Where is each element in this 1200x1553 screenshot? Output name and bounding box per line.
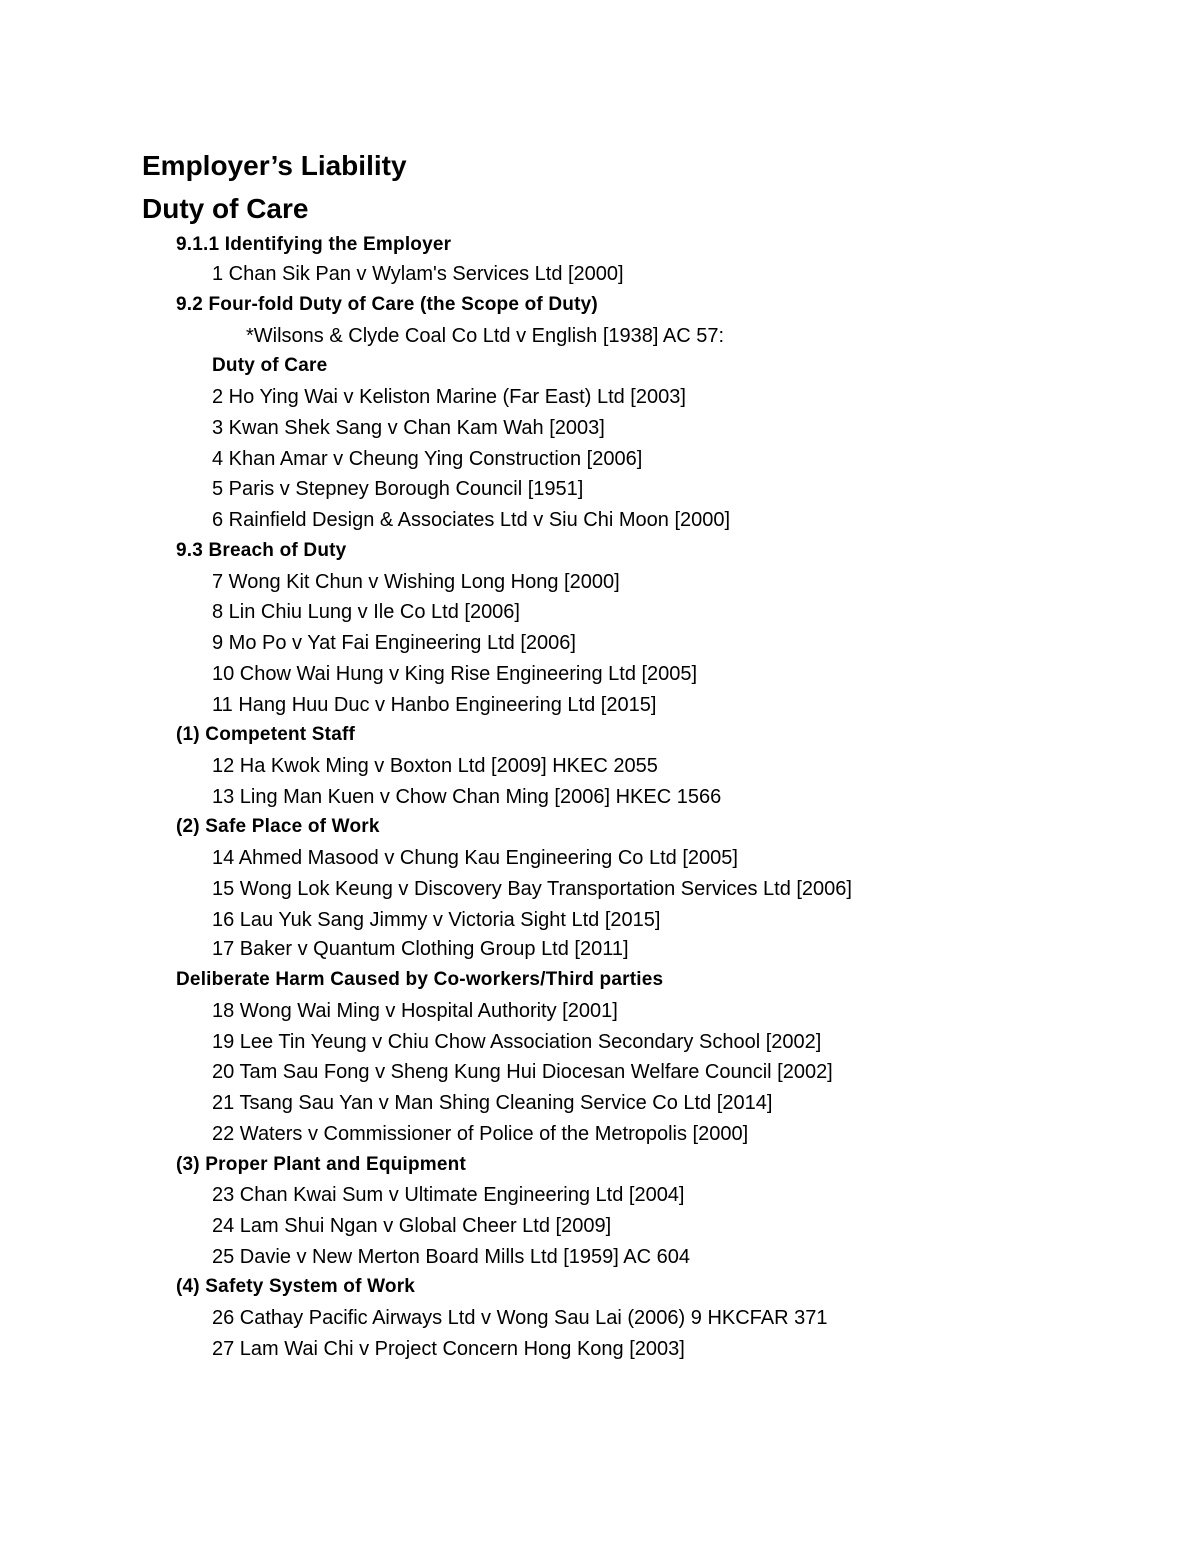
case-item: 25 Davie v New Merton Board Mills Ltd [1959] AC 604 [212, 1246, 691, 1268]
case-item: 23 Chan Kwai Sum v Ultimate Engineering Ltd [2004] [212, 1184, 685, 1206]
case-item: 22 Waters v Commissioner of Police of the Metropolis [2000] [212, 1123, 749, 1145]
case-item: 26 Cathay Pacific Airways Ltd v Wong Sau Lai (2006) 9 HKCFAR 371 [212, 1307, 828, 1329]
document-title: Employer’s Liability [142, 150, 407, 181]
section-heading-proper-plant: (3) Proper Plant and Equipment [176, 1154, 466, 1175]
section-heading-safety-system: (4) Safety System of Work [176, 1276, 416, 1297]
case-item: 19 Lee Tin Yeung v Chiu Chow Association Secondary School [2002] [212, 1031, 822, 1053]
case-item: 2 Ho Ying Wai v Keliston Marine (Far East) Ltd [2003] [212, 386, 686, 408]
case-item: 24 Lam Shui Ngan v Global Cheer Ltd [2009] [212, 1215, 612, 1237]
section-heading-four-fold-duty: 9.2 Four-fold Duty of Care (the Scope of Duty) [176, 294, 598, 315]
section-heading-breach-of-duty: 9.3 Breach of Duty [176, 540, 347, 561]
case-item: 14 Ahmed Masood v Chung Kau Engineering Co Ltd [2005] [212, 847, 738, 869]
case-item: 8 Lin Chiu Lung v Ile Co Ltd [2006] [212, 601, 520, 623]
section-heading-safe-place: (2) Safe Place of Work [176, 816, 380, 837]
case-item: 1 Chan Sik Pan v Wylam's Services Ltd [2000] [212, 263, 624, 285]
case-item: 20 Tam Sau Fong v Sheng Kung Hui Diocesan Welfare Council [2002] [212, 1061, 833, 1083]
case-item: 10 Chow Wai Hung v King Rise Engineering Ltd [2005] [212, 663, 698, 685]
case-item: 27 Lam Wai Chi v Project Concern Hong Kong [2003] [212, 1338, 685, 1360]
case-item: 21 Tsang Sau Yan v Man Shing Cleaning Service Co Ltd [2014] [212, 1092, 773, 1114]
case-item: 7 Wong Kit Chun v Wishing Long Hong [2000] [212, 571, 620, 593]
case-item: 15 Wong Lok Keung v Discovery Bay Transportation Services Ltd [2006] [212, 878, 852, 900]
case-item: 9 Mo Po v Yat Fai Engineering Ltd [2006] [212, 632, 576, 654]
case-item: 12 Ha Kwok Ming v Boxton Ltd [2009] HKEC 2055 [212, 755, 658, 777]
case-item: 3 Kwan Shek Sang v Chan Kam Wah [2003] [212, 417, 605, 439]
document-subtitle: Duty of Care [142, 193, 309, 224]
case-item: 18 Wong Wai Ming v Hospital Authority [2001] [212, 1000, 618, 1022]
section-heading-deliberate-harm: Deliberate Harm Caused by Co-workers/Third parties [176, 969, 664, 990]
case-item: 17 Baker v Quantum Clothing Group Ltd [2011] [212, 938, 629, 960]
subheading-duty-of-care: Duty of Care [212, 355, 328, 376]
case-item: 16 Lau Yuk Sang Jimmy v Victoria Sight Ltd [2015] [212, 909, 661, 931]
case-item: 5 Paris v Stepney Borough Council [1951] [212, 478, 584, 500]
case-item: 13 Ling Man Kuen v Chow Chan Ming [2006] HKEC 1566 [212, 786, 722, 808]
case-item: 11 Hang Huu Duc v Hanbo Engineering Ltd [2015] [212, 694, 657, 716]
case-note: *Wilsons & Clyde Coal Co Ltd v English [1938] AC 57: [246, 325, 725, 347]
case-item: 4 Khan Amar v Cheung Ying Construction [2006] [212, 448, 643, 470]
section-heading-competent-staff: (1) Competent Staff [176, 724, 356, 745]
case-item: 6 Rainfield Design & Associates Ltd v Siu Chi Moon [2000] [212, 509, 731, 531]
section-heading-identifying-employer: 9.1.1 Identifying the Employer [176, 234, 452, 255]
